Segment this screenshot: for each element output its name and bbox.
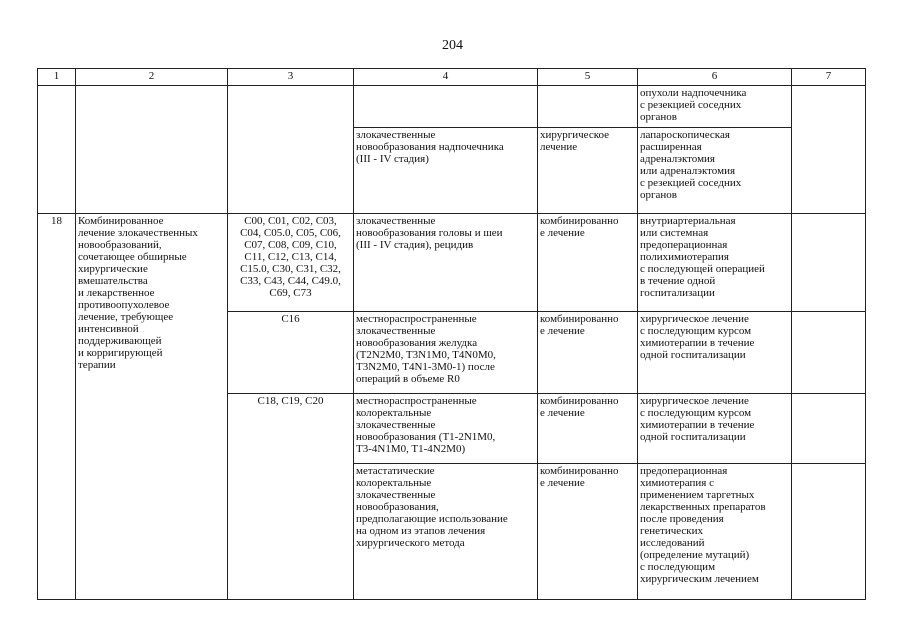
table-row: [38, 86, 866, 128]
extra-cell: [792, 394, 866, 464]
diagnosis-cell: [354, 86, 538, 128]
treatment-type-cell: комбинированно е лечение: [538, 464, 638, 600]
method-cell: опухоли надпочечника с резекцией соседних органов: [638, 86, 792, 128]
icd-codes-cell: [228, 86, 354, 214]
method-cell: хирургическое лечение с последующим курсом химиотерапии в течение одной госпитализации: [638, 394, 792, 464]
column-header: 4: [354, 69, 538, 86]
extra-cell: [792, 128, 866, 214]
diagnosis-cell: злокачественные новообразования надпочечника (III - IV стадия): [354, 128, 538, 214]
column-header: 6: [638, 69, 792, 86]
method-cell: предоперационная химиотерапия с применением таргетных лекарственных препаратов после проведения генетических исследований (определение мутаций) с последующим хирургическим лечением: [638, 464, 792, 600]
column-header: 7: [792, 69, 866, 86]
table-row: [38, 214, 866, 312]
method-cell: лапароскопическая расширенная адреналэктомия или адреналэктомия с резекцией соседних органов: [638, 128, 792, 214]
number-cell: [38, 86, 76, 214]
diagnosis-cell: местнораспространенные колоректальные злокачественные новообразования (T1-2N1M0, T3-4N1M0, T1-4N2M0): [354, 394, 538, 464]
treatment-type-cell: комбинированно е лечение: [538, 214, 638, 312]
diagnosis-cell: местнораспространенные злокачественные новообразования желудка (T2N2M0, T3N1M0, T4N0M0, T3N2M0, T4N1-3M0-1) после операций в объеме R0: [354, 312, 538, 394]
diagnosis-cell: метастатические колоректальные злокачественные новообразования, предполагающие использование на одном из этапов лечения хирургического метода: [354, 464, 538, 600]
extra-cell: [792, 312, 866, 394]
extra-cell: [792, 86, 866, 128]
page-number: 204: [442, 38, 463, 53]
group-name-cell: [76, 86, 228, 214]
column-header: 1: [38, 69, 76, 86]
number-cell: 18: [38, 214, 76, 600]
method-cell: хирургическое лечение с последующим курсом химиотерапии в течение одной госпитализации: [638, 312, 792, 394]
diagnosis-cell: злокачественные новообразования головы и шеи (III - IV стадия), рецидив: [354, 214, 538, 312]
treatment-type-cell: комбинированно е лечение: [538, 394, 638, 464]
treatment-type-cell: комбинированно е лечение: [538, 312, 638, 394]
treatment-type-cell: хирургическое лечение: [538, 128, 638, 214]
group-name-cell: Комбинированное лечение злокачественных новообразований, сочетающее обширные хирургические вмешательства и лекарственное противоопухолевое лечение, требующее интенсивной поддерживающей и корригирующей терапии: [76, 214, 228, 600]
icd-codes-cell: C00, C01, C02, C03, C04, C05.0, C05, C06, C07, C08, C09, C10, C11, C12, C13, C14, C15.0, C30, C31, C32, C33, C43, C44, C49.0, C69, C73: [228, 214, 354, 312]
treatment-type-cell: [538, 86, 638, 128]
icd-codes-cell: C18, C19, C20: [228, 394, 354, 600]
extra-cell: [792, 464, 866, 600]
table-header-row: [38, 69, 866, 86]
column-header: 3: [228, 69, 354, 86]
icd-codes-cell: C16: [228, 312, 354, 394]
column-header: 5: [538, 69, 638, 86]
medical-procedures-table: [37, 68, 866, 600]
column-header: 2: [76, 69, 228, 86]
method-cell: внутриартериальная или системная предоперационная полихимиотерапия с последующей операцией в течение одной госпитализации: [638, 214, 792, 312]
extra-cell: [792, 214, 866, 312]
